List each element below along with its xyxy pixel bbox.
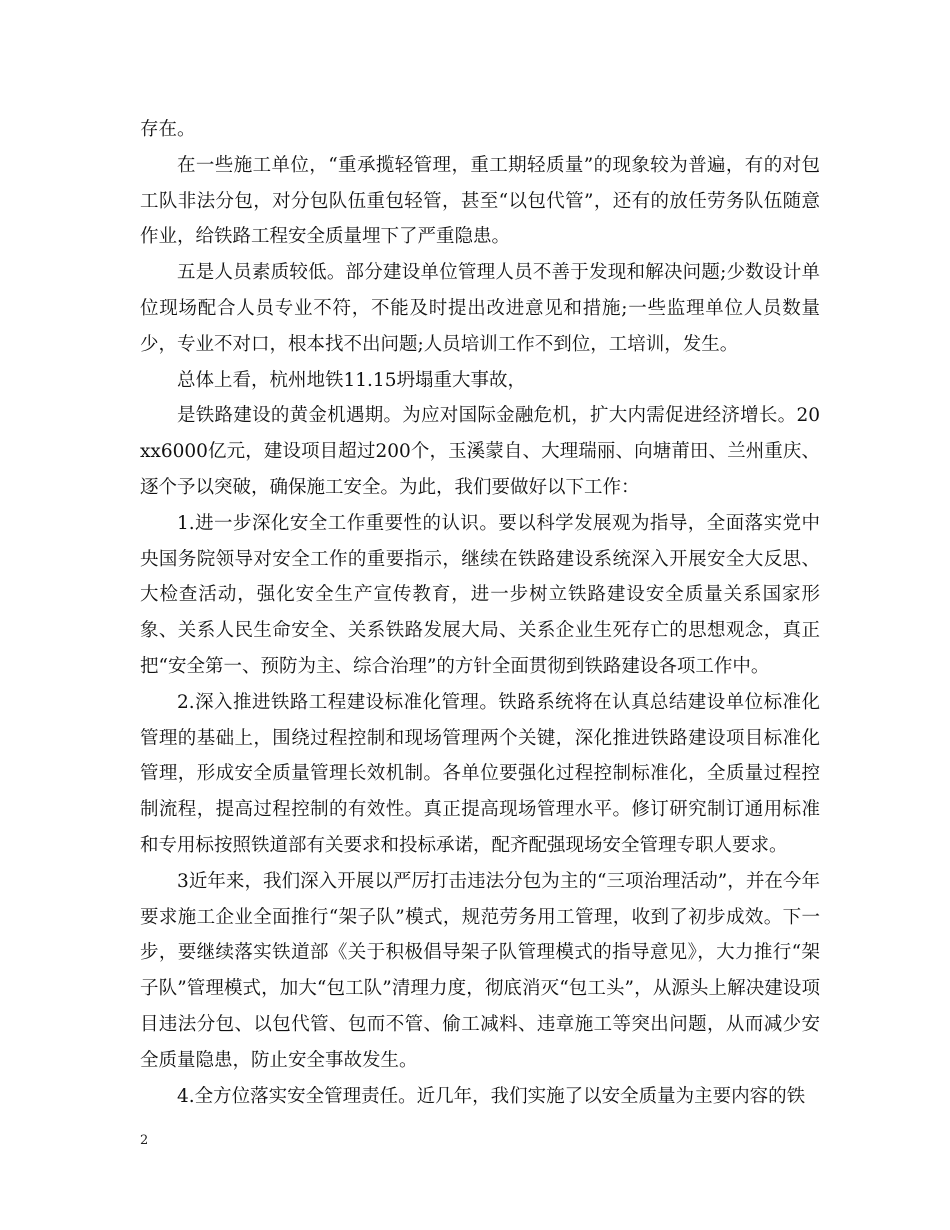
- paragraph: 存在。: [140, 119, 196, 140]
- body-text: [140, 112, 820, 1114]
- paragraph: 1.进一步深化安全工作重要性的认识。要以科学发展观为指导，全面落实党中央国务院领导对安全工作的重要指示，继续在铁路建设系统深入开展安全大反思、大检查活动，强化安全生产宣传教育，进一步树立铁路建设安全质量关系国家形象、关系人民生命安全、关系铁路发展大局、关系企业生死存亡的思想观念，真正把“安全第一、预防为主、综合治理”的方针全面贯彻到铁路建设各项工作中。: [140, 512, 820, 677]
- page-number: 2: [140, 1133, 149, 1148]
- paragraph: 在一些施工单位，“重承揽轻管理，重工期轻质量”的现象较为普遍，有的对包工队非法分包，对分包队伍重包轻管，甚至“以包代管”，还有的放任劳务队伍随意作业，给铁路工程安全质量埋下了严重隐患。: [140, 154, 820, 248]
- paragraph: 是铁路建设的黄金机遇期。为应对国际金融危机，扩大内需促进经济增长。20xx6000亿元，建设项目超过200个，玉溪蒙自、大理瑞丽、向塘莆田、兰州重庆、逐个予以突破，确保施工安全。为此，我们要做好以下工作：: [140, 405, 820, 498]
- paragraph: 总体上看，杭州地铁11.15坍塌重大事故，: [177, 369, 526, 391]
- paragraph: 2.深入推进铁路工程建设标准化管理。铁路系统将在认真总结建设单位标准化管理的基础上，围绕过程控制和现场管理两个关键，深化推进铁路建设项目标准化管理，形成安全质量管理长效机制。各单位要强化过程控制标准化，全质量过程控制流程，提高过程控制的有效性。真正提高现场管理水平。修订研究制订通用标准和专用标按照铁道部有关要求和投标承诺，配齐配强现场安全管理专职人要求。: [140, 691, 820, 856]
- paragraph: 4.全方位落实安全管理责任。近几年，我们实施了以安全质量为主要内容的铁: [177, 1085, 806, 1107]
- paragraph: 3近年来，我们深入开展以严厉打击违法分包为主的“三项治理活动”，并在今年要求施工企业全面推行“架子队”模式，规范劳务用工管理，收到了初步成效。下一步，要继续落实铁道部《关于积极倡导架子队管理模式的指导意见》，大力推行“架子队”管理模式，加大“包工队”清理力度，彻底消灭“包工头”，从源头上解决建设项目违法分包、以包代管、包而不管、偷工减料、违章施工等突出问题，从而减少安全质量隐患，防止安全事故发生。: [140, 870, 820, 1071]
- paragraph: 五是人员素质较低。部分建设单位管理人员不善于发现和解决问题;少数设计单位现场配合人员专业不符，不能及时提出改进意见和措施;一些监理单位人员数量少，专业不对口，根本找不出问题;人员培训工作不到位，工培训，发生。: [140, 262, 820, 355]
